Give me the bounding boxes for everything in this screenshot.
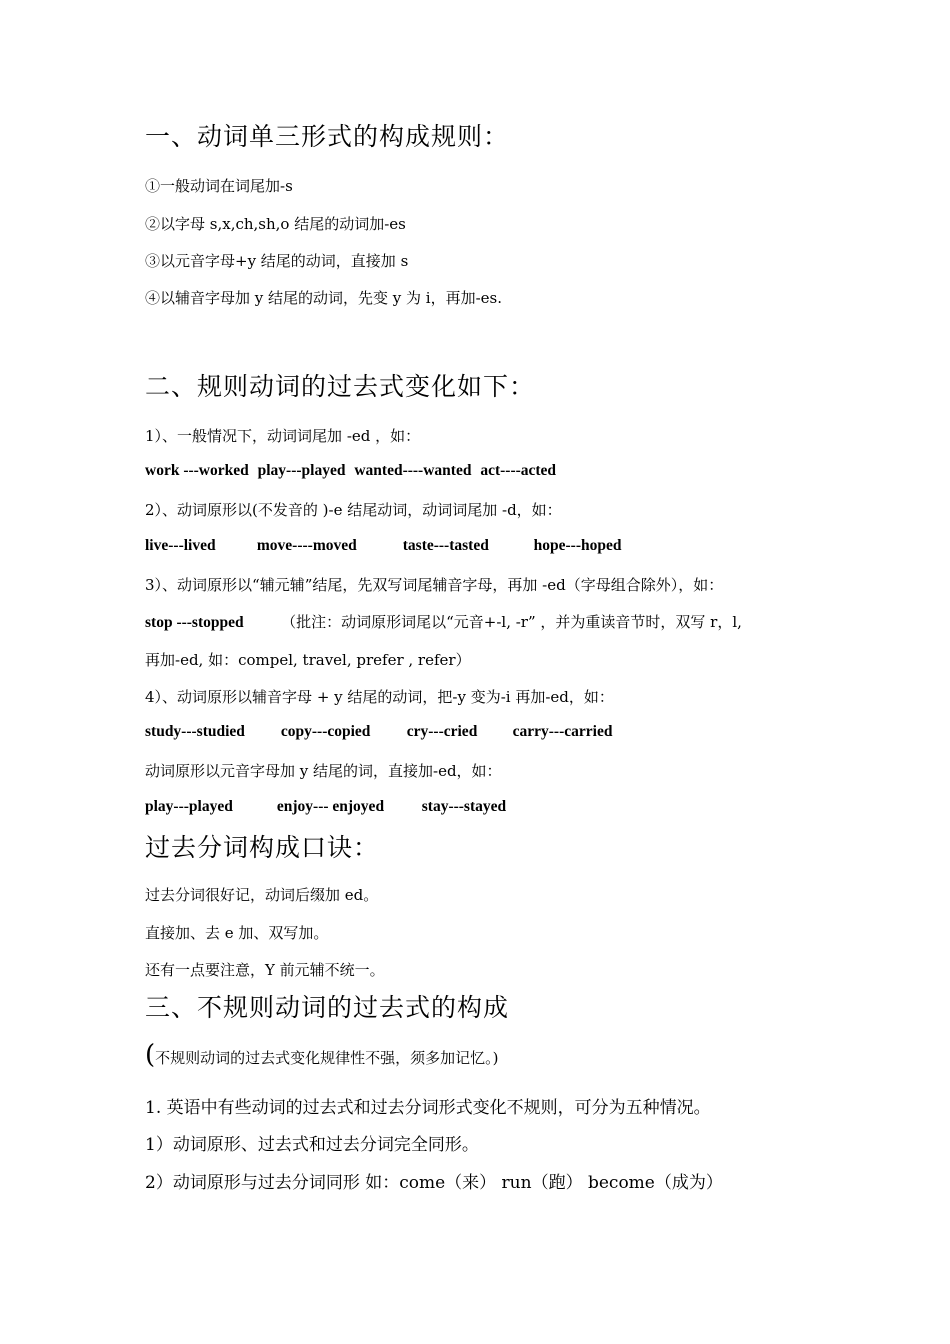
rule-text: 2）、动词原形以(不发音的 )-e 结尾动词，动词词尾加 -d，如： xyxy=(145,501,562,519)
example: work ---worked xyxy=(145,462,249,479)
example: cry---cried xyxy=(406,723,478,740)
examples-row xyxy=(145,798,511,816)
example: stop ---stopped xyxy=(145,614,244,631)
section2-heading: 二、规则动词的过去式变化如下： xyxy=(145,372,536,401)
rule-text: 1）、一般情况下，动词词尾加 -ed ，如： xyxy=(145,427,421,445)
example: study---studied xyxy=(145,723,245,740)
example: play---played xyxy=(257,462,346,479)
mnemonic-heading: 过去分词构成口诀： xyxy=(145,833,380,862)
rule-text: 动词原形以元音字母加 y 结尾的词，直接加-ed，如： xyxy=(145,762,502,780)
rule-item: ②以字母 s,x,ch,sh,o 结尾的动词加-es xyxy=(145,215,406,233)
note-continuation: 再加-ed, 如：compel, travel, prefer , refer） xyxy=(145,651,471,669)
example: move----moved xyxy=(256,537,357,554)
section3-heading: 三、不规则动词的过去式的构成 xyxy=(145,993,510,1022)
example: enjoy--- enjoyed xyxy=(276,798,385,815)
case-text: 1）动词原形、过去式和过去分词完全同形。 xyxy=(145,1135,479,1155)
example: stay---stayed xyxy=(421,798,507,815)
open-paren: ( xyxy=(145,1040,156,1070)
rule-item: ③以元音字母+y 结尾的动词，直接加 s xyxy=(145,252,409,270)
example: taste---tasted xyxy=(402,537,489,554)
case-text: 2）动词原形与过去分词同形 如：come（来） run（跑） become（成为） xyxy=(145,1173,723,1193)
examples-row xyxy=(145,462,561,480)
example: carry---carried xyxy=(512,723,613,740)
example: act----acted xyxy=(480,462,557,479)
example: copy---copied xyxy=(280,723,371,740)
rule-text: 4）、动词原形以辅音字母 + y 结尾的动词，把-y 变为-i 再加-ed，如： xyxy=(145,688,614,706)
note: （批注：动词原形词尾以“元音+-l, -r” ，并为重读音节时，双写 r，l, xyxy=(281,613,742,631)
examples-row xyxy=(145,723,617,741)
subnote-text: 不规则动词的过去式变化规律性不强，须多加记忆。) xyxy=(155,1049,499,1067)
examples-row xyxy=(145,537,626,555)
rule-item: ①一般动词在词尾加-s xyxy=(145,177,293,195)
mnemonic-line: 过去分词很好记，动词后缀加 ed。 xyxy=(145,886,379,904)
section1-heading: 一、动词单三形式的构成规则： xyxy=(145,122,510,151)
section3-subnote xyxy=(145,1040,499,1070)
mnemonic-line: 直接加、去 e 加、双写加。 xyxy=(145,924,329,942)
mnemonic-line: 还有一点要注意，Y 前元辅不统一。 xyxy=(145,961,385,979)
example: play---played xyxy=(145,798,233,815)
example: live---lived xyxy=(145,537,216,554)
rule-text: 3）、动词原形以“辅元辅”结尾，先双写词尾辅音字母，再加 -ed（字母组合除外），如： xyxy=(145,576,724,594)
example: hope---hoped xyxy=(533,537,622,554)
rule3-example-row xyxy=(145,611,742,632)
point-text: 1. 英语中有些动词的过去式和过去分词形式变化不规则，可分为五种情况。 xyxy=(145,1098,711,1118)
rule-item: ④以辅音字母加 y 结尾的动词，先变 y 为 i，再加-es. xyxy=(145,289,502,307)
example: wanted----wanted xyxy=(354,462,472,479)
